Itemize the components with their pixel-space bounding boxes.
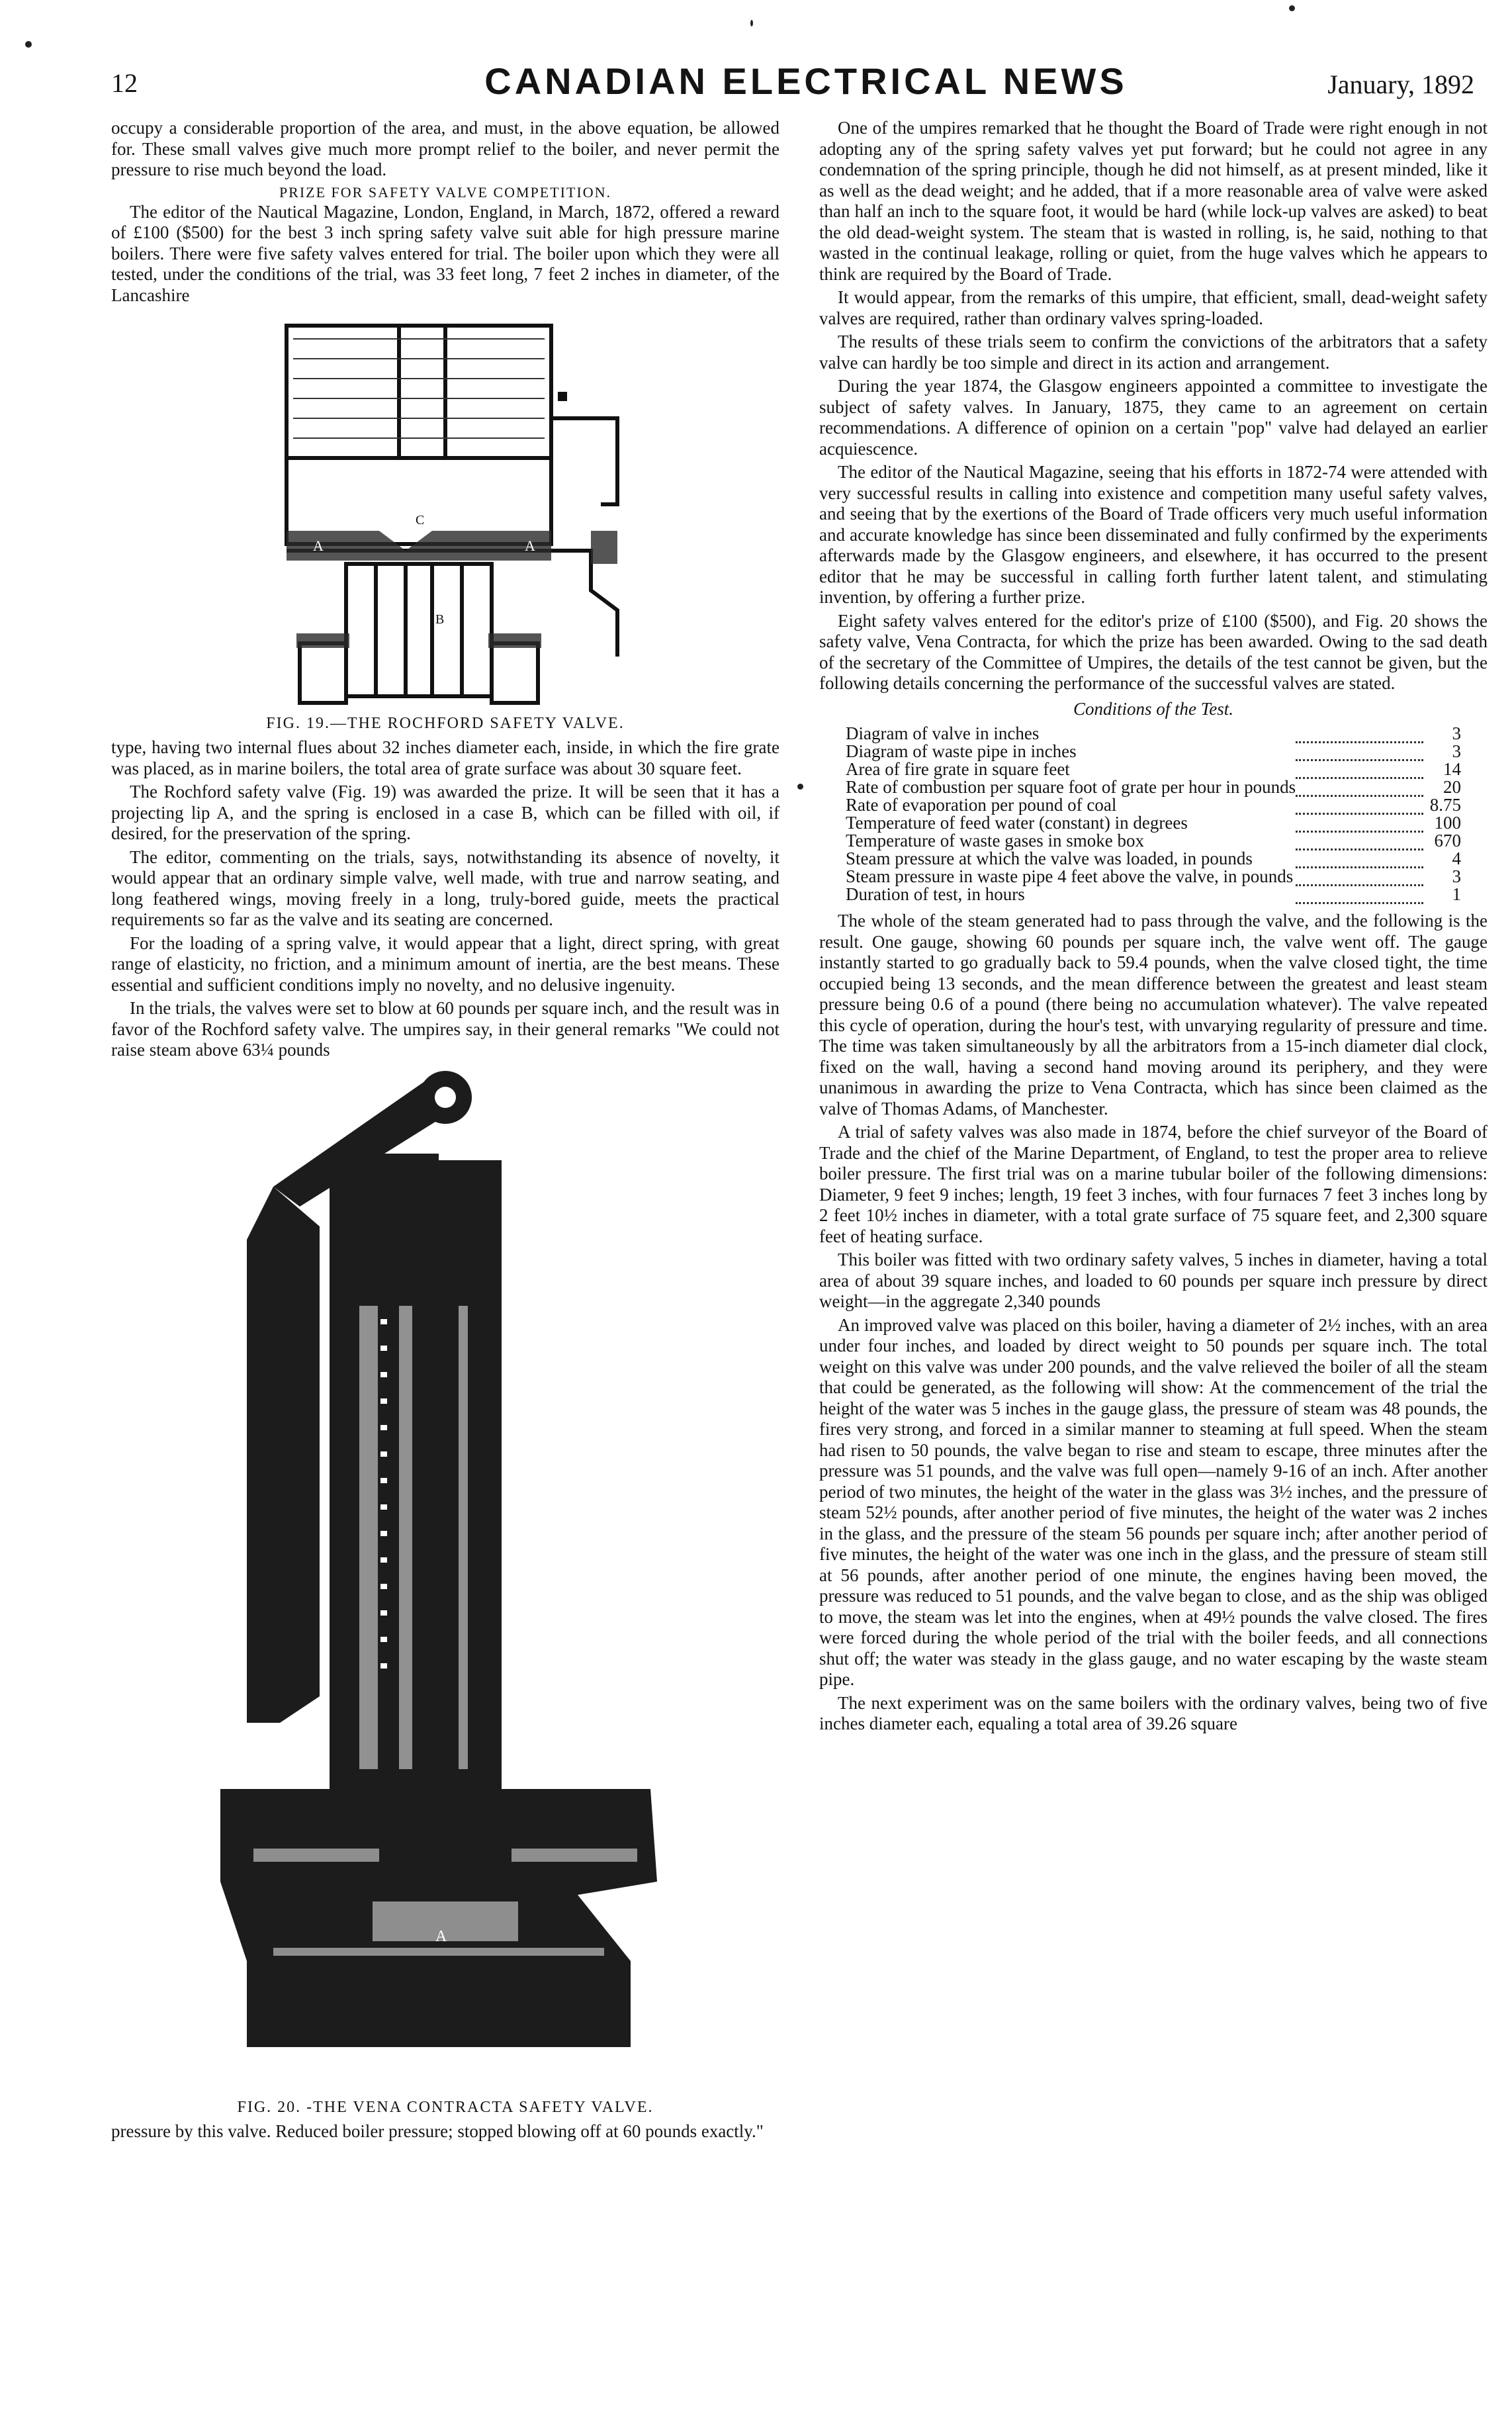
conditions-row	[846, 886, 1461, 903]
condition-label: Diagram of valve in inches	[846, 723, 1040, 743]
paragraph: The whole of the steam generated had to pass through the valve, and the following is the result. One gauge, showing 60 pounds per square inch, the valve went off. The gauge instantly started to go gradually back to 59.4 pounds, when the valve closed tight, the time occupied being 13 seconds, and the mean difference between the greatest and least steam pressure being 0.6 of a pound (there being no accumulation whatever). The valve repeated this cycle of operation, during the hour's test, with unvarying regularity of pressure and time. The time was taken simultaneously by all the arbitrators from a 15-inch diameter dial clock, fixed on the wall, having a second hand moving around its periphery, and they were unanimous in awarding the prize to Vena Contracta, which has since been claimed as the valve of Thomas Adams, of Manchester.	[819, 911, 1488, 1119]
print-speck	[797, 784, 803, 790]
condition-label: Temperature of waste gases in smoke box	[846, 830, 1144, 850]
right-column	[819, 118, 1488, 1737]
condition-value: 100	[1434, 812, 1461, 833]
dot-leader	[1296, 882, 1423, 899]
paragraph: An improved valve was placed on this boiler, having a diameter of 2½ inches, with an area under four inches, and loaded by direct weight to 50 pounds per square inch. The total weight on this valve was under 200 pounds, and the valve relieved the boiler of all the steam that could be generated, as the following will show: At the commencement of the trial the height of the water was 5 inches in the gauge glass, the pressure of steam was 48 pounds, the fires very strong, and forced in a similar manner to steaming at full speed. When the steam had risen to 50 pounds, the valve began to rise and steam to escape, three minutes after the pressure was 51 pounds, and the valve was full open—namely 9-16 of an inch. After another period of two minutes, the height of the water in the glass was 3½ inches, and the pressure of steam 52½ pounds, after another period of five minutes, the height of the water was 2 inches in the glass, and the pressure of the steam 56 pounds per square inch; after another period of five minutes, the height of the water was one inch in the glass, and the pressure of steam still at 56 pounds, after another period of one minute, the engines having been moved, the pressure was reduced to 51 pounds, and the valve began to close, and as the ship was obliged to move, the steam was let into the engines, when at 49½ pounds the valve closed. The fires were forced during the whole period of the trial with the boiler feeds, and all connections shut off; the water was steady in the glass gauge, and no water escaping by the waste steam pipe.	[819, 1314, 1488, 1689]
section-heading: PRIZE FOR SAFETY VALVE COMPETITION.	[279, 183, 612, 201]
paragraph: A trial of safety valves was also made in 1874, before the chief surveyor of the Board of Trade and the chief of the Marine Department, of England, to test the proper area to relieve boiler pressure. The first trial was on a marine tubular boiler of the following dimensions: Diameter, 9 feet 9 inches; length, 19 feet 3 inches, with four furnaces 7 feet 3 inches long by 2 feet 10½ inches in diameter, with a total grate surface of 75 square feet, and 2,300 square feet of heating surface.	[819, 1122, 1488, 1246]
figure-caption: FIG. 19.—THE ROCHFORD SAFETY VALVE.	[266, 715, 625, 732]
label-a: A	[313, 537, 324, 554]
left-column	[111, 118, 779, 2144]
condition-label: Temperature of feed water (constant) in degrees	[846, 812, 1188, 833]
dot-leader	[1296, 828, 1423, 846]
paragraph: occupy a considerable proportion of the area, and must, in the above equation, be allowed for. These small valves give much more prompt relief to the boiler, and never permit the pressure to rise much beyond the load.	[111, 118, 779, 179]
paragraph: This boiler was fitted with two ordinary safety valves, 5 inches in diameter, having a total area of about 39 square inches, and loaded to 60 pounds per square inch pressure by direct weight—in the aggregate 2,340 pounds	[819, 1250, 1488, 1311]
conditions-table	[846, 725, 1461, 905]
paragraph: It would appear, from the remarks of this umpire, that efficient, small, dead-weight safety valves are required, rather than ordinary valves spring-loaded.	[819, 287, 1488, 328]
paragraph: Eight safety valves entered for the editor's prize of £100 ($500), and Fig. 20 shows the safety valve, Vena Contracta, for which the prize has been awarded. Owing to the sad death of the secretary of the Committee of Umpires, the details of the test cannot be given, but the following details concerning the performance of the successful valves are stated.	[819, 610, 1488, 693]
figure-20	[111, 1068, 779, 2117]
dot-leader	[1296, 721, 1423, 739]
condition-value: 20	[1443, 776, 1461, 797]
paragraph: During the year 1874, the Glasgow engineers appointed a committee to investigate the subject of safety valves. In January, 1875, they came to an agreement on certain recommendations. A difference of opinion on a certain "pop" valve had delayed an earlier acquiescence.	[819, 376, 1488, 459]
print-speck	[25, 41, 32, 48]
paragraph: The editor of the Nautical Magazine, seeing that his efforts in 1872-74 were attended with very successful results in calling into existence and competition many useful safety valves, and seeing that by the exertions of the Board of Trade officers very much useful information and accurate knowledge has since been disseminated and fully confirmed by the experiments afterwards made by the Glasgow engineers, and elsewhere, it has occurred to the present editor that he may be successful in calling forth further latent talent, and stimulating invention, by offering a further prize.	[819, 462, 1488, 607]
label-c: C	[416, 513, 425, 527]
paragraph: The Rochford safety valve (Fig. 19) was awarded the prize. It will be seen that it has a projecting lip A, and the spring is enclosed in a case B, which can be filled with oil, if desired, for the preservation of the spring.	[111, 782, 779, 843]
paragraph: pressure by this valve. Reduced boiler pressure; stopped blowing off at 60 pounds exactly."	[111, 2121, 764, 2141]
figure-19	[111, 312, 779, 733]
print-speck	[1289, 5, 1295, 11]
condition-label: Steam pressure in waste pipe 4 feet above the valve, in pounds	[846, 866, 1294, 886]
issue-date: January, 1892	[1327, 69, 1474, 99]
dot-leader	[1296, 756, 1423, 774]
condition-label: Rate of combustion per square foot of grate per hour in pounds	[846, 776, 1296, 797]
condition-label: Duration of test, in hours	[846, 884, 1025, 904]
paragraph: The editor, commenting on the trials, says, notwithstanding its absence of novelty, it would appear that an ordinary simple valve, well made, with true and narrow seating, and long feathered wings, moving freely in a long, truly-bored guide, meets the practical requirements so far as the valve and its seating are concerned.	[111, 847, 779, 929]
condition-value: 14	[1443, 758, 1461, 779]
dot-leader	[1296, 792, 1423, 810]
condition-value: 3	[1452, 741, 1461, 761]
condition-label: Rate of evaporation per pound of coal	[846, 794, 1117, 815]
condition-value: 8.75	[1429, 794, 1461, 815]
condition-value: 670	[1434, 830, 1461, 850]
paragraph: The editor of the Nautical Magazine, London, England, in March, 1872, offered a reward of £100 ($500) for the best 3 inch spring safety valve suit able for high pressure marine boilers. There were five safety valves entered for trial. The boiler upon which they were all tested, under the conditions of the trial, was 33 feet long, 7 feet 2 inches in diameter, of the Lancashire	[111, 201, 779, 305]
condition-label: Area of fire grate in square feet	[846, 758, 1070, 779]
condition-value: 3	[1452, 723, 1461, 743]
dot-leader	[1296, 810, 1423, 828]
paragraph: For the loading of a spring valve, it would appear that a light, direct spring, with great range of elasticity, no friction, and a minimum amount of inertia, are the best means. These essential and sufficient conditions imply no novelty, and no delusive ingenuity.	[111, 933, 779, 995]
dot-leader	[1296, 864, 1423, 882]
dot-leader	[1296, 774, 1423, 792]
dot-leader	[1296, 846, 1423, 864]
page-number: 12	[111, 68, 138, 98]
masthead: CANADIAN ELECTRICAL NEWS	[484, 60, 1128, 102]
condition-value: 3	[1452, 866, 1461, 886]
condition-value: 1	[1452, 884, 1461, 904]
condition-label: Steam pressure at which the valve was loaded, in pounds	[846, 848, 1253, 868]
page-header	[111, 60, 1501, 113]
print-speck	[750, 20, 753, 26]
paragraph: In the trials, the valves were set to blow at 60 pounds per square inch, and the result was in favor of the Rochford safety valve. The umpires say, in their general remarks "We could not raise steam above 63¼ pounds	[111, 998, 779, 1060]
conditions-heading: Conditions of the Test.	[1073, 698, 1234, 719]
label-a: A	[435, 1927, 447, 1945]
label-a: A	[525, 537, 535, 554]
condition-label: Diagram of waste pipe in inches	[846, 741, 1077, 761]
dot-leader	[1296, 739, 1423, 756]
paragraph: The next experiment was on the same boilers with the ordinary valves, being two of five inches diameter each, equaling a total area of 39.26 square	[819, 1692, 1488, 1733]
paragraph: The results of these trials seem to confirm the convictions of the arbitrators that a safety valve can hardly be too simple and direct in its action and arrangement.	[819, 332, 1488, 373]
figure-caption: FIG. 20. -THE VENA CONTRACTA SAFETY VALVE.	[237, 2098, 654, 2116]
paragraph: One of the umpires remarked that he thought the Board of Trade were right enough in not adopting any of the spring safety valves yet put forward; but he could not agree in any condemnation of the spring principle, though he did not himself, as at present minded, like it as well as the dead weight; and he added, that if a more reasonable area of valve were asked than half an inch to the square foot, it would be hard (while lock-up valves are asked) to beat the old dead-weight system. The steam that is wasted in rolling, is, he said, nothing to that wasted in the continual leakage, rolling or quiet, from the huge valves which he appears to think are required by the Board of Trade.	[819, 118, 1488, 284]
rochford-valve-drawing	[247, 312, 644, 710]
vena-contracta-valve-drawing	[207, 1068, 684, 2093]
condition-value: 4	[1452, 848, 1461, 868]
label-b: B	[435, 612, 445, 627]
paragraph: type, having two internal flues about 32 inches diameter each, inside, in which the fire grate was placed, as in marine boilers, the total area of grate surface was about 30 square feet.	[111, 737, 779, 778]
